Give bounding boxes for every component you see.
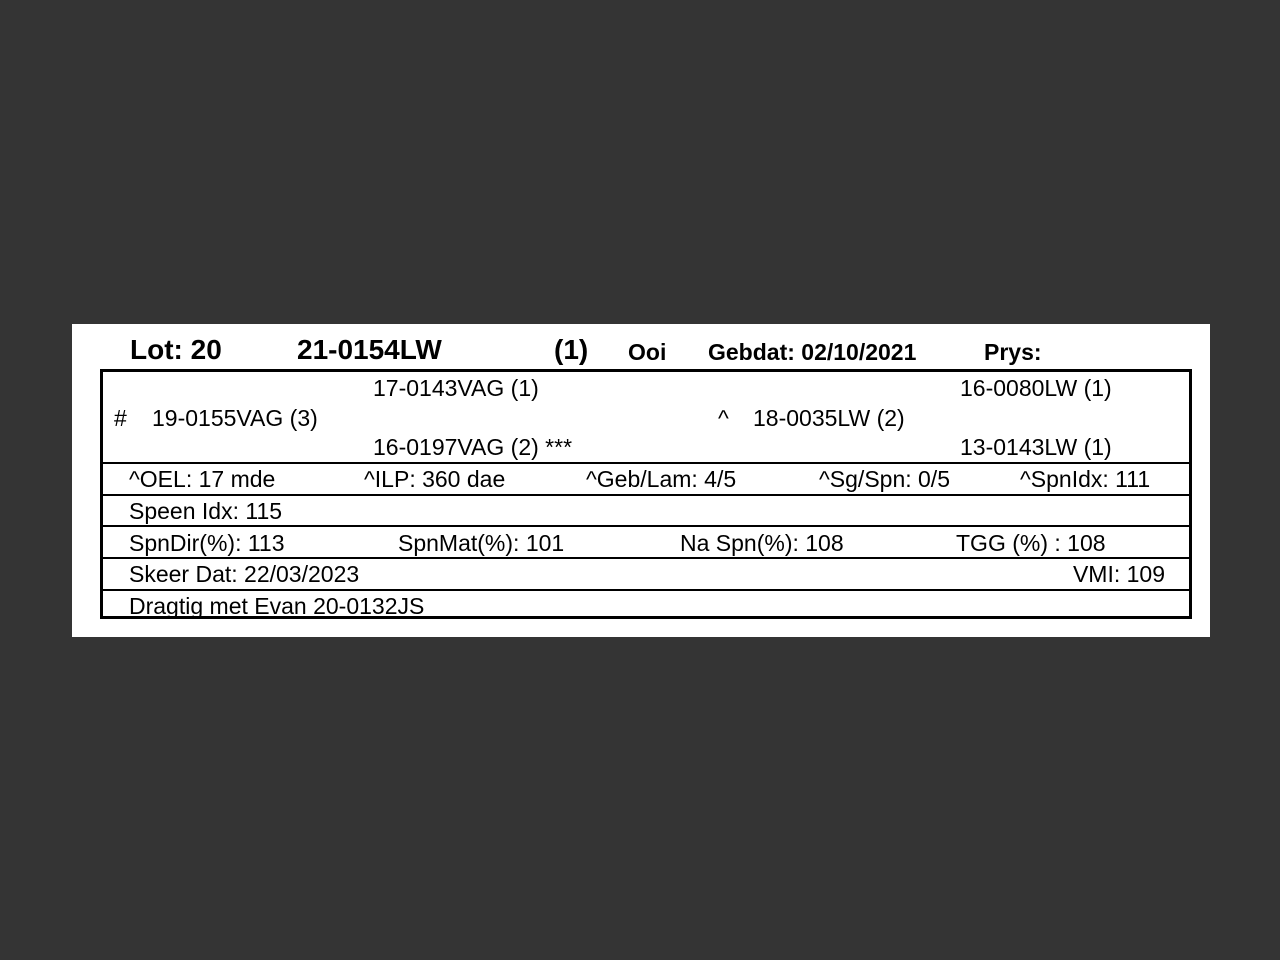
animal-count: (1) — [554, 334, 589, 365]
dam: 18-0035LW (2) — [753, 405, 905, 431]
animal-sex: Ooi — [628, 339, 667, 365]
tgg: TGG (%) : 108 — [956, 530, 1106, 556]
dam-dam: 13-0143LW (1) — [960, 434, 1112, 460]
birth-date: Gebdat: 02/10/2021 — [708, 339, 917, 365]
lot-card — [72, 324, 1210, 637]
row-divider — [103, 462, 1189, 464]
speen-idx: Speen Idx: 115 — [129, 498, 283, 524]
stat-geb-lam: ^Geb/Lam: 4/5 — [586, 466, 737, 492]
sire-marker: # — [114, 405, 127, 431]
row-divider — [103, 525, 1189, 527]
shear-date: Skeer Dat: 22/03/2023 — [129, 561, 360, 587]
stat-oel: ^OEL: 17 mde — [129, 466, 276, 492]
animal-id: 21-0154LW — [297, 334, 442, 365]
stat-sg-spn: ^Sg/Spn: 0/5 — [819, 466, 950, 492]
row-divider — [103, 557, 1189, 559]
na-spn: Na Spn(%): 108 — [680, 530, 844, 556]
stat-spn-idx: ^SpnIdx: 111 — [1020, 466, 1151, 492]
details-table — [100, 369, 1192, 619]
dam-sire: 16-0080LW (1) — [960, 375, 1112, 401]
sire: 19-0155VAG (3) — [152, 405, 318, 431]
sire-sire: 17-0143VAG (1) — [373, 375, 539, 401]
vmi: VMI: 109 — [1072, 561, 1165, 587]
pregnancy-note: Dragtig met Evan 20-0132JS — [129, 593, 425, 619]
spn-mat: SpnMat(%): 101 — [398, 530, 565, 556]
spn-dir: SpnDir(%): 113 — [129, 530, 285, 556]
lot-number: Lot: 20 — [130, 334, 222, 365]
row-divider — [103, 494, 1189, 496]
sire-dam: 16-0197VAG (2) *** — [373, 434, 573, 460]
price-label: Prys: — [984, 339, 1042, 365]
stat-ilp: ^ILP: 360 dae — [364, 466, 506, 492]
dam-marker: ^ — [718, 405, 729, 431]
row-divider — [103, 589, 1189, 591]
